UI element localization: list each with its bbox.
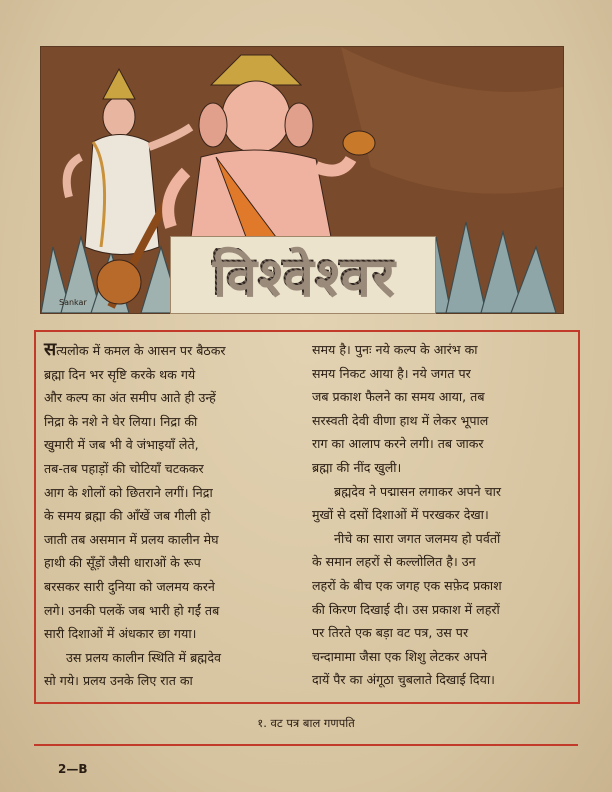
text-line: [44, 646, 300, 670]
text-line: [44, 457, 300, 481]
text-line: [44, 528, 300, 552]
text-line: [44, 410, 300, 434]
text-line: [44, 504, 300, 528]
text-line-content: के समान लहरों से कल्लोलित है। उन: [312, 554, 476, 570]
text-line-content: तब-तब पहाड़ों की चोटियाँ चटककर: [44, 460, 204, 476]
text-line-content: के समय ब्रह्मा की आँखें जब गीली हो: [44, 508, 211, 524]
text-line: [312, 432, 568, 456]
text-line-content: सो गये। प्रलय उनके लिए रात का: [44, 673, 193, 689]
text-line-content: चन्दामामा जैसा एक शिशु लेटकर अपने: [312, 648, 488, 664]
text-line-content: ब्रह्मा दिन भर सृष्टि करके थक गये: [44, 366, 196, 382]
text-line: [312, 385, 568, 409]
text-line: [44, 622, 300, 646]
text-line: [312, 480, 568, 504]
text-line-content: की किरण दिखाई दी। उस प्रकाश में लहरों: [312, 601, 500, 617]
text-line: [44, 599, 300, 623]
text-line-content: मुखों से दसों दिशाओं में परखकर देखा।: [312, 507, 489, 523]
text-line-content: बरसकर सारी दुनिया को जलमय करने: [44, 578, 215, 594]
text-line-content: समय है। पुनः नये कल्प के आरंभ का: [312, 342, 478, 357]
artist-signature: Sankar: [59, 298, 87, 307]
page-number: 2—B: [58, 762, 88, 776]
text-line: [44, 338, 300, 363]
text-line-content: ब्रह्मदेव ने पद्मासन लगाकर अपने चार: [334, 483, 502, 499]
text-line: [44, 575, 300, 599]
text-line: [44, 551, 300, 575]
title-box: [170, 236, 436, 314]
text-line: [312, 362, 568, 386]
drop-cap: स: [44, 339, 57, 360]
text-line-content: जाती तब असमान में प्रलय कालीन मेघ: [44, 531, 219, 547]
text-line-content: सारी दिशाओं में अंधकार छा गया।: [44, 626, 197, 642]
text-line: [312, 456, 568, 480]
text-line-content: हाथी की सूँड़ों जैसी धाराओं के रूप: [44, 555, 201, 571]
text-line-content: खुमारी में जब भी वे जंभाइयाँ लेते,: [44, 437, 199, 453]
right-text-column: [312, 338, 568, 692]
text-line-content: लहरों के बीच एक जगह एक सफ़ेद प्रकाश: [312, 577, 502, 593]
bottom-divider: [34, 744, 578, 746]
text-line: [312, 574, 568, 598]
text-line-content: सरस्वती देवी वीणा हाथ में लेकर भूपाल: [312, 412, 489, 428]
text-line-content: पर तिरते एक बड़ा वट पत्र, उस पर: [312, 625, 469, 641]
text-line: [44, 481, 300, 505]
text-line-content: निद्रा के नशे ने घेर लिया। निद्रा की: [44, 413, 198, 429]
text-line-content: राग का आलाप करने लगी। तब जाकर: [312, 436, 484, 452]
text-line-content: जब प्रकाश फैलने का समय आया, तब: [312, 389, 485, 405]
text-line: [312, 621, 568, 645]
story-title: विश्वेश्वर: [210, 243, 396, 307]
text-line: [312, 527, 568, 551]
text-line: [44, 386, 300, 410]
story-text-frame: [34, 330, 580, 704]
text-line-content: लगे। उनकी पलकें जब भारी हो गईं तब: [44, 602, 220, 618]
text-line-content: दायें पैर का अंगूठा चुबलाते दिखाई दिया।: [312, 672, 495, 688]
text-line: [44, 363, 300, 387]
text-line-content: ब्रह्मा की नींद खुली।: [312, 459, 402, 475]
text-line-content: नीचे का सारा जगत जलमय हो पर्वतों: [334, 530, 501, 546]
text-line-content: त्यलोक में कमल के आसन पर बैठकर: [56, 343, 226, 358]
text-line-content: उस प्रलय कालीन स्थिति में ब्रह्मदेव: [66, 649, 222, 665]
text-line: [312, 598, 568, 622]
illustration-caption: १. वट पत्र बाल गणपति: [257, 716, 355, 730]
left-text-column: [44, 338, 300, 693]
text-line-content: समय निकट आया है। नये जगत पर: [312, 365, 471, 381]
text-line: [312, 550, 568, 574]
text-line: [312, 645, 568, 669]
text-line: [312, 503, 568, 527]
text-line: [312, 668, 568, 692]
text-line: [312, 409, 568, 433]
text-line: [312, 338, 568, 362]
text-line: [44, 433, 300, 457]
text-line-content: आग के शोलों को छितराने लगीं। निद्रा: [44, 484, 213, 500]
text-line: [44, 669, 300, 693]
text-line-content: और कल्प का अंत समीप आते ही उन्हें: [44, 390, 216, 406]
